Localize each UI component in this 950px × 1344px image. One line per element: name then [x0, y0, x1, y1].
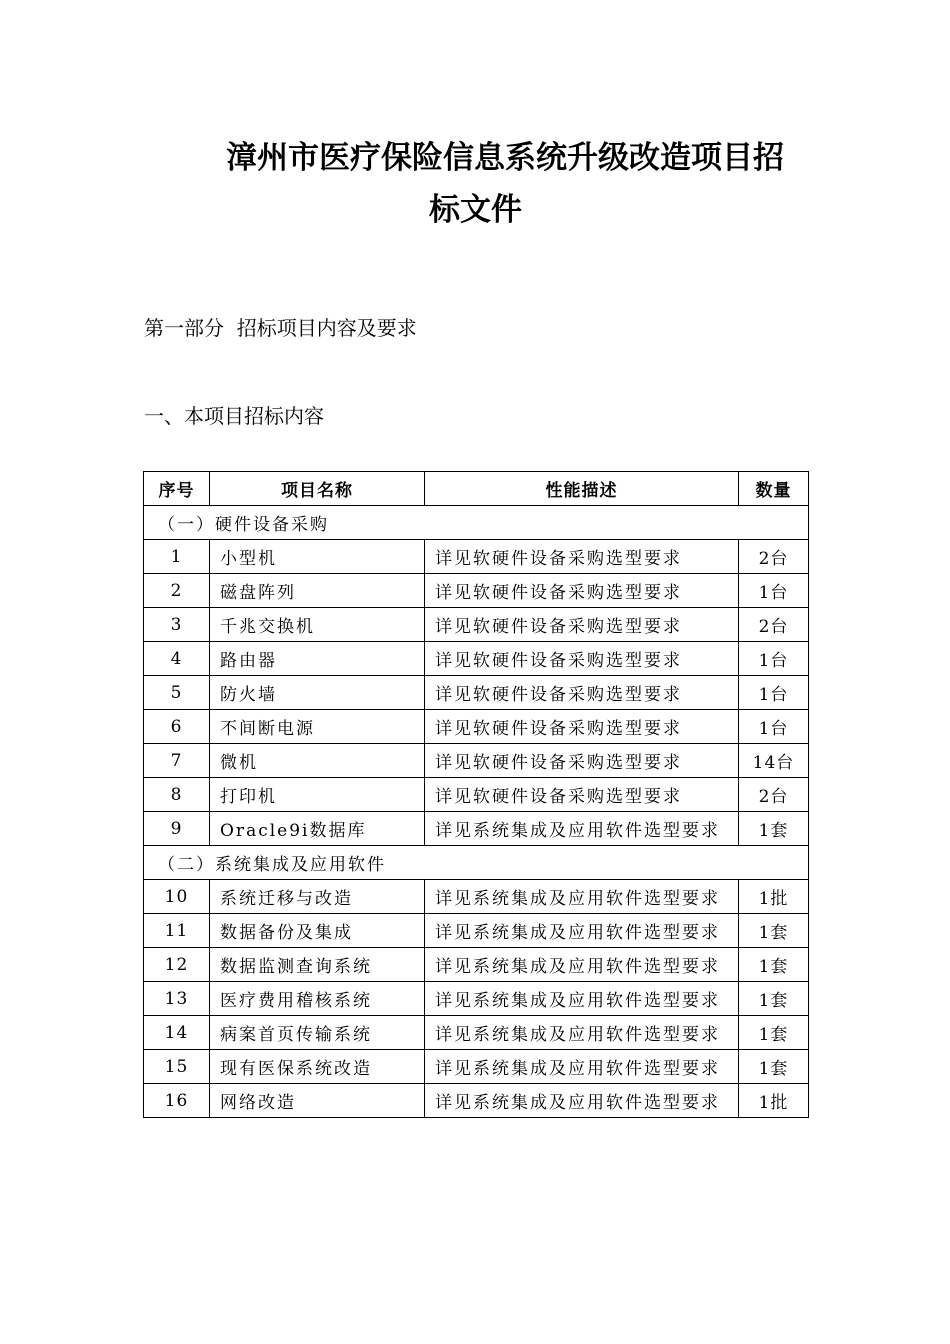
- cell-desc: 详见软硬件设备采购选型要求: [425, 608, 739, 642]
- cell-qty: 1套: [739, 812, 809, 846]
- cell-name: 打印机: [210, 778, 425, 812]
- table-row: [144, 880, 809, 914]
- header-desc: 性能描述: [425, 472, 739, 506]
- cell-qty: 1台: [739, 676, 809, 710]
- cell-qty: 1台: [739, 642, 809, 676]
- cell-qty: 1套: [739, 914, 809, 948]
- cell-seq: 7: [144, 744, 210, 778]
- cell-qty: 2台: [739, 778, 809, 812]
- cell-desc: 详见系统集成及应用软件选型要求: [425, 1016, 739, 1050]
- cell-seq: 3: [144, 608, 210, 642]
- table-row: [144, 914, 809, 948]
- table-row: [144, 642, 809, 676]
- cell-name: 病案首页传输系统: [210, 1016, 425, 1050]
- cell-name: 数据备份及集成: [210, 914, 425, 948]
- table-row: [144, 710, 809, 744]
- cell-desc: 详见软硬件设备采购选型要求: [425, 676, 739, 710]
- cell-seq: 11: [144, 914, 210, 948]
- table-row: [144, 676, 809, 710]
- cell-qty: 2台: [739, 608, 809, 642]
- cell-seq: 5: [144, 676, 210, 710]
- cell-desc: 详见系统集成及应用软件选型要求: [425, 812, 739, 846]
- cell-desc: 详见软硬件设备采购选型要求: [425, 778, 739, 812]
- cell-qty: 1台: [739, 710, 809, 744]
- cell-desc: 详见软硬件设备采购选型要求: [425, 642, 739, 676]
- cell-seq: 14: [144, 1016, 210, 1050]
- cell-qty: 1批: [739, 880, 809, 914]
- table-row: [144, 540, 809, 574]
- cell-qty: 1套: [739, 982, 809, 1016]
- cell-seq: 12: [144, 948, 210, 982]
- cell-seq: 1: [144, 540, 210, 574]
- cell-seq: 16: [144, 1084, 210, 1118]
- cell-qty: 1套: [739, 948, 809, 982]
- cell-name: 千兆交换机: [210, 608, 425, 642]
- cell-desc: 详见系统集成及应用软件选型要求: [425, 914, 739, 948]
- header-qty: 数量: [739, 472, 809, 506]
- cell-qty: 1批: [739, 1084, 809, 1118]
- cell-desc: 详见系统集成及应用软件选型要求: [425, 880, 739, 914]
- cell-seq: 6: [144, 710, 210, 744]
- table-row: [144, 812, 809, 846]
- cell-name: 小型机: [210, 540, 425, 574]
- cell-name: 微机: [210, 744, 425, 778]
- table-row: [144, 1050, 809, 1084]
- section-heading: 一、本项目招标内容: [144, 404, 324, 428]
- header-seq: 序号: [144, 472, 210, 506]
- cell-desc: 详见软硬件设备采购选型要求: [425, 540, 739, 574]
- group-row-hardware: [144, 506, 809, 540]
- cell-name: 防火墙: [210, 676, 425, 710]
- cell-name: 现有医保系统改造: [210, 1050, 425, 1084]
- procurement-items-table: [143, 471, 809, 1118]
- document-title-line1: 漳州市医疗保险信息系统升级改造项目招: [226, 140, 784, 176]
- table-row: [144, 982, 809, 1016]
- cell-desc: 详见软硬件设备采购选型要求: [425, 710, 739, 744]
- cell-desc: 详见系统集成及应用软件选型要求: [425, 982, 739, 1016]
- table-header-row: [144, 472, 809, 506]
- cell-qty: 1套: [739, 1050, 809, 1084]
- group-label: （一）硬件设备采购: [144, 506, 809, 540]
- cell-qty: 1台: [739, 574, 809, 608]
- cell-desc: 详见软硬件设备采购选型要求: [425, 574, 739, 608]
- cell-name: Oracle9i数据库: [210, 812, 425, 846]
- cell-qty: 14台: [739, 744, 809, 778]
- cell-name: 不间断电源: [210, 710, 425, 744]
- cell-seq: 13: [144, 982, 210, 1016]
- cell-seq: 9: [144, 812, 210, 846]
- table-row: [144, 574, 809, 608]
- cell-qty: 1套: [739, 1016, 809, 1050]
- cell-name: 数据监测查询系统: [210, 948, 425, 982]
- cell-name: 医疗费用稽核系统: [210, 982, 425, 1016]
- cell-desc: 详见系统集成及应用软件选型要求: [425, 1084, 739, 1118]
- table-row: [144, 744, 809, 778]
- cell-name: 网络改造: [210, 1084, 425, 1118]
- group-label: （二）系统集成及应用软件: [144, 846, 809, 880]
- cell-seq: 2: [144, 574, 210, 608]
- document-title-line2: 标文件: [429, 192, 522, 228]
- cell-seq: 15: [144, 1050, 210, 1084]
- table-row: [144, 778, 809, 812]
- table-row: [144, 1084, 809, 1118]
- cell-seq: 4: [144, 642, 210, 676]
- cell-seq: 8: [144, 778, 210, 812]
- cell-name: 路由器: [210, 642, 425, 676]
- table-row: [144, 1016, 809, 1050]
- cell-seq: 10: [144, 880, 210, 914]
- cell-desc: 详见系统集成及应用软件选型要求: [425, 948, 739, 982]
- table-row: [144, 608, 809, 642]
- part-heading: 第一部分 招标项目内容及要求: [144, 316, 417, 340]
- header-name: 项目名称: [210, 472, 425, 506]
- cell-name: 系统迁移与改造: [210, 880, 425, 914]
- group-row-software: [144, 846, 809, 880]
- cell-desc: 详见软硬件设备采购选型要求: [425, 744, 739, 778]
- table-row: [144, 948, 809, 982]
- cell-qty: 2台: [739, 540, 809, 574]
- cell-desc: 详见系统集成及应用软件选型要求: [425, 1050, 739, 1084]
- cell-name: 磁盘阵列: [210, 574, 425, 608]
